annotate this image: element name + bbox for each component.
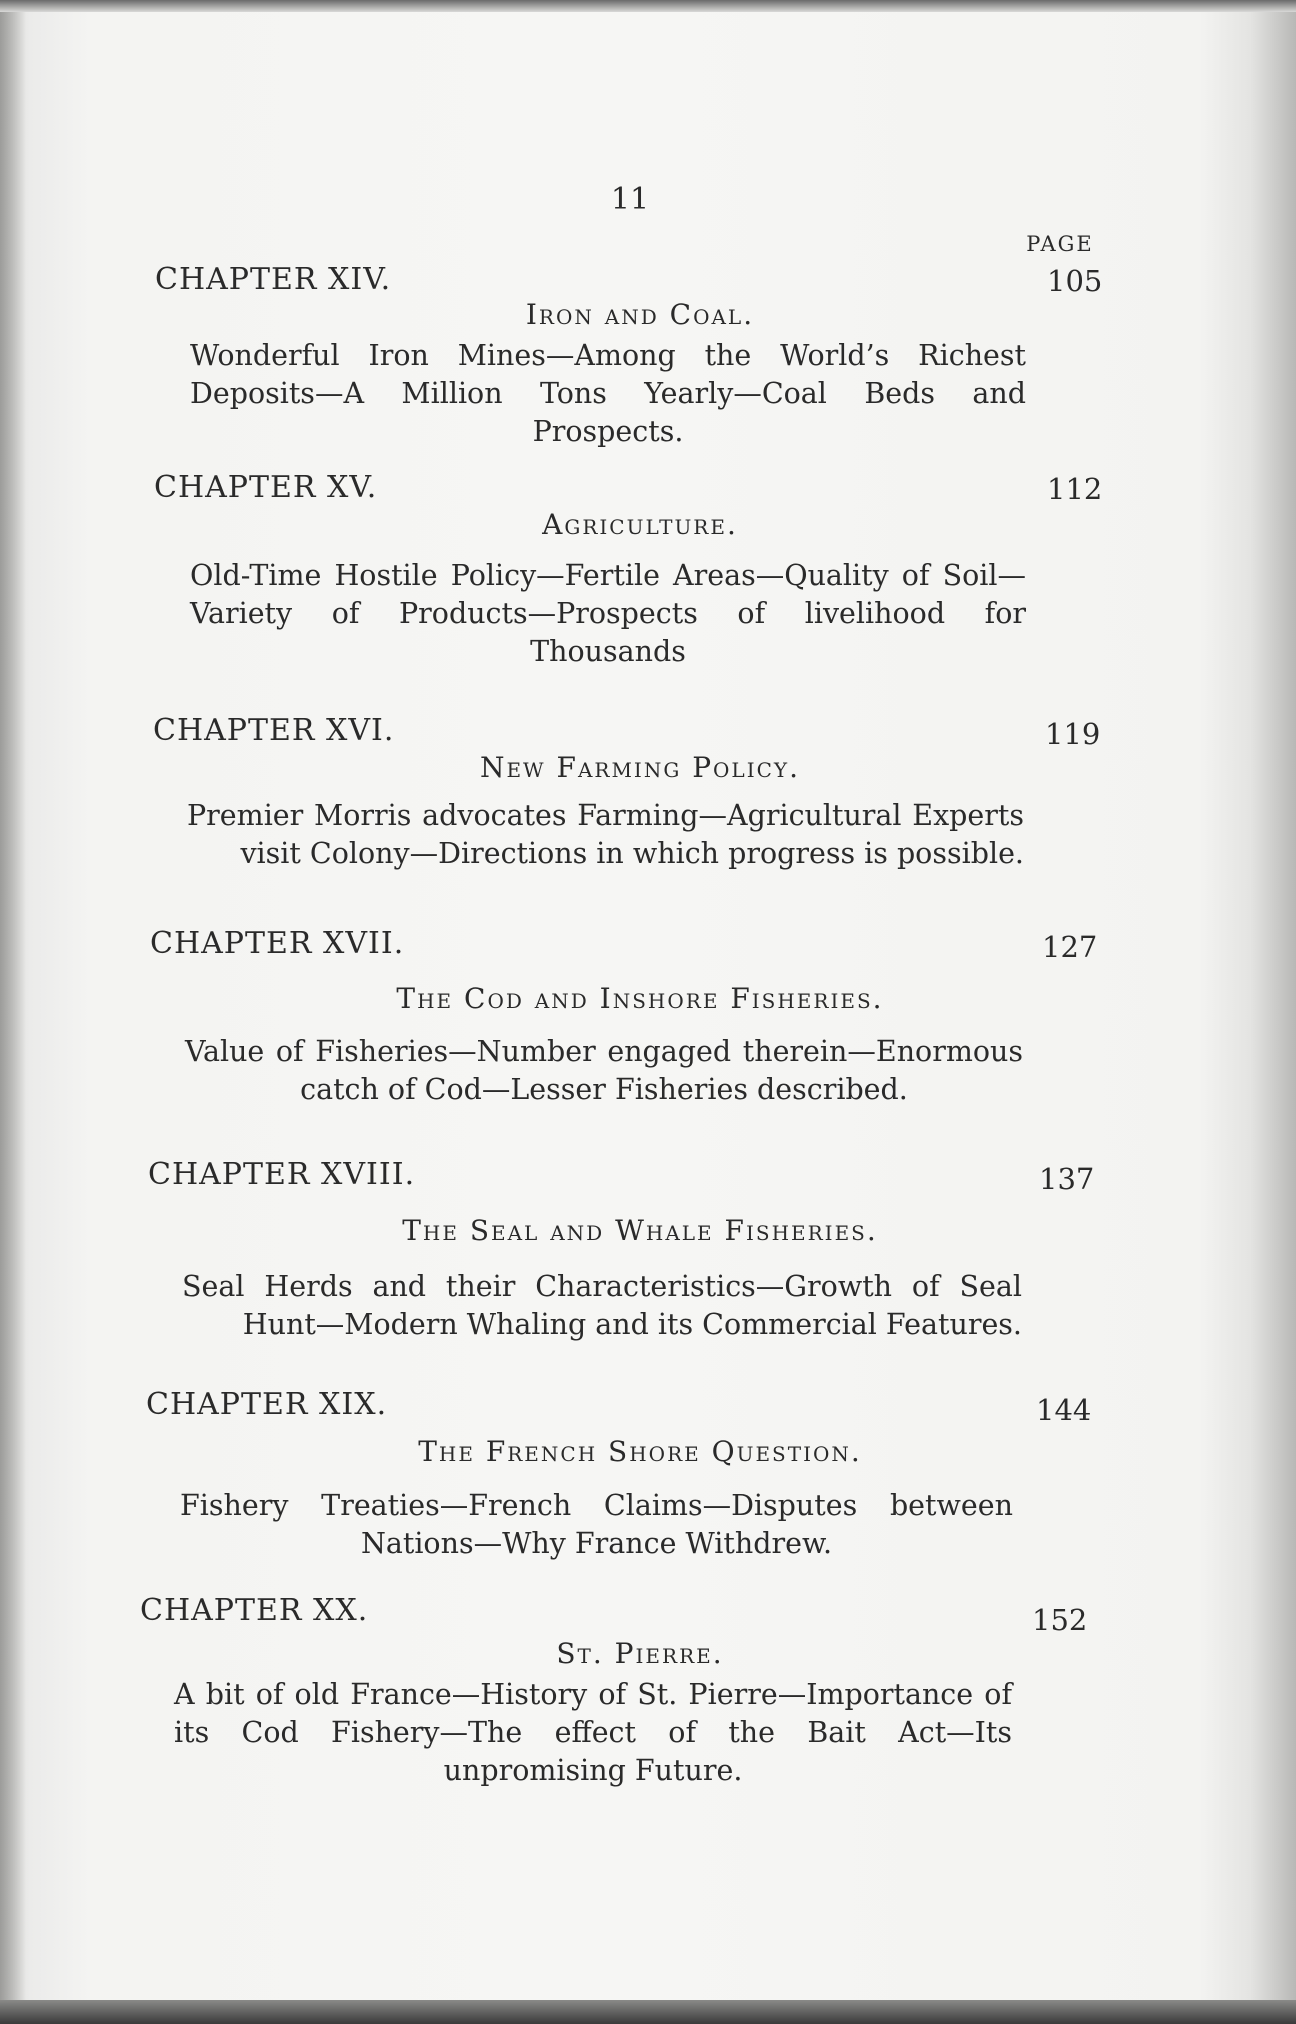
chapter-label: CHAPTER XVI. — [153, 713, 395, 748]
chapter-page-number: 119 — [1045, 717, 1101, 751]
chapter-title: St. Pierre. — [556, 1637, 724, 1670]
chapter-title: The French Shore Question. — [418, 1435, 862, 1468]
chapter-label: CHAPTER XIV. — [155, 262, 392, 297]
chapter-title: Agriculture. — [542, 508, 738, 541]
chapter-description: Value of Fisheries—Number engaged therein—Enormous catch of Cod—Lesser Fisheries described. — [185, 1035, 1023, 1106]
binding-shadow — [0, 0, 26, 2024]
chapter-label: CHAPTER XVIII. — [148, 1157, 416, 1192]
chapter-title: The Cod and Inshore Fisheries. — [396, 982, 884, 1015]
chapter-page-number: 112 — [1047, 472, 1103, 506]
chapter-description: Seal Herds and their Characteristics—Growth of Seal Hunt—Modern Whaling and its Commercial Features. — [182, 1270, 1022, 1341]
chapter-title: New Farming Policy. — [479, 751, 801, 784]
chapter-description: Wonderful Iron Mines—Among the World’s Richest Deposits—A Million Tons Yearly—Coal Beds and Prospects. — [190, 339, 1026, 448]
page-bottom-edge — [0, 2000, 1296, 2024]
chapter-description: Premier Morris advocates Farming—Agricultural Experts visit Colony—Directions in which progress is possible. — [187, 799, 1024, 870]
chapter-page-number: 152 — [1032, 1603, 1088, 1637]
chapter-title: The Seal and Whale Fisheries. — [402, 1214, 878, 1247]
chapter-title: Iron and Coal. — [525, 298, 755, 331]
chapter-description: Fishery Treaties—French Claims—Disputes between Nations—Why France Withdrew. — [180, 1489, 1013, 1560]
chapter-page-number: 105 — [1047, 264, 1103, 298]
chapter-page-number: 137 — [1039, 1162, 1095, 1196]
page-top-edge — [0, 0, 1296, 12]
chapter-label: CHAPTER XIX. — [146, 1387, 388, 1422]
chapter-description: A bit of old France—History of St. Pierre—Importance of its Cod Fishery—The effect of the Bait Act—Its unpromising Future. — [174, 1678, 1012, 1787]
chapter-page-number: 127 — [1042, 930, 1098, 964]
page-number: 11 — [610, 182, 650, 217]
chapter-label: CHAPTER XV. — [154, 470, 378, 505]
page-column-header: PAGE — [1026, 232, 1094, 256]
chapter-page-number: 144 — [1036, 1393, 1092, 1427]
chapter-label: CHAPTER XX. — [140, 1593, 369, 1628]
chapter-label: CHAPTER XVII. — [150, 926, 405, 961]
chapter-description: Old-Time Hostile Policy—Fertile Areas—Quality of Soil—Variety of Products—Prospects of livelihood for Thousands — [190, 559, 1026, 668]
